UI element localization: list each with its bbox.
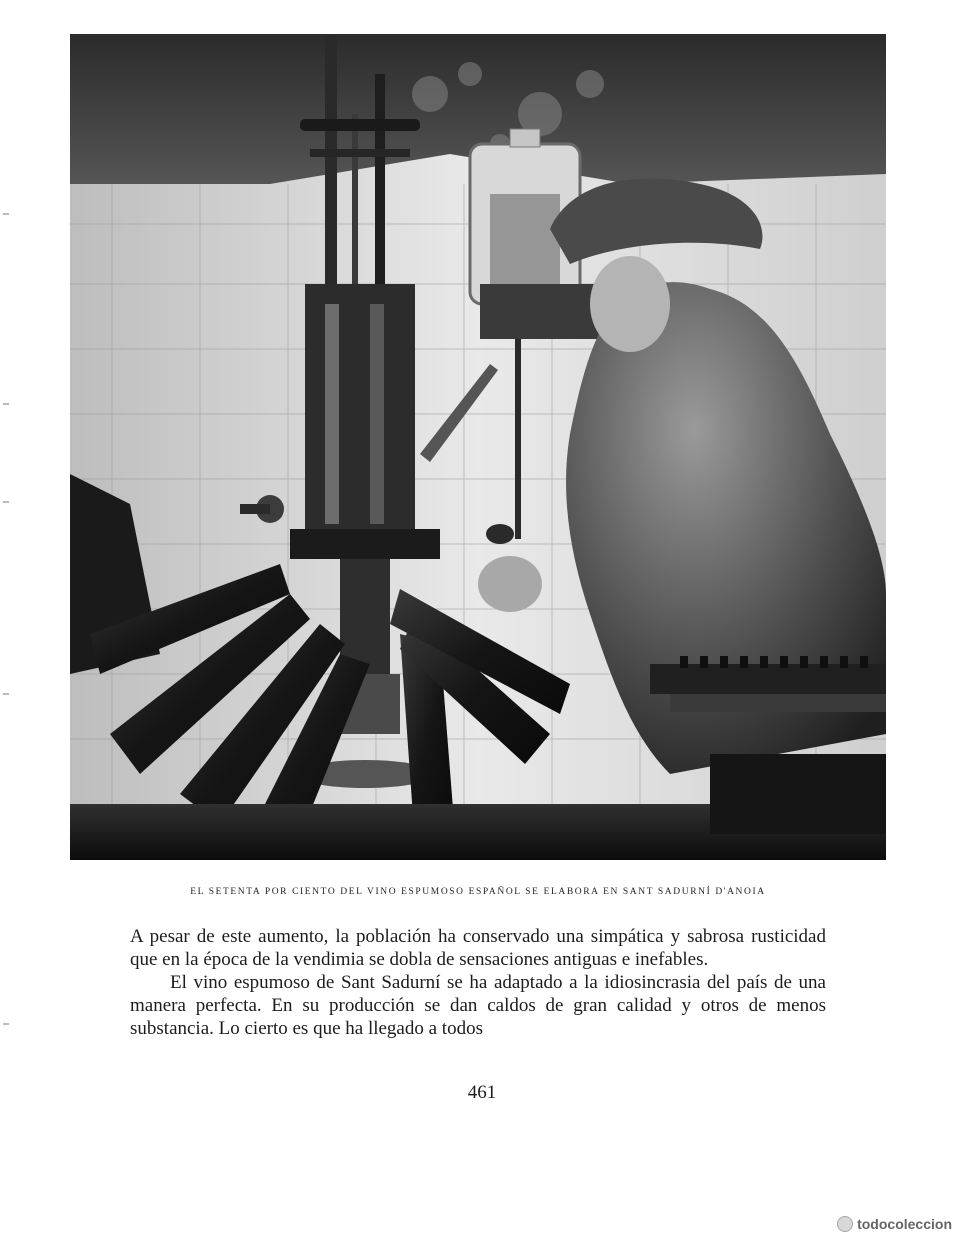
page-number: 461 bbox=[467, 1082, 497, 1103]
binding-mark bbox=[2, 498, 10, 506]
body-text bbox=[130, 925, 826, 1040]
paragraph-1: A pesar de este aumento, la población ha conservado una simpática y sabrosa rusticidad que en la época de la vendimia se dobla de sensaciones antiguas e inefables. bbox=[130, 926, 826, 970]
photograph bbox=[70, 34, 886, 860]
watermark-text: todocoleccion bbox=[857, 1216, 952, 1232]
binding-mark bbox=[2, 690, 10, 698]
paragraph-2: El vino espumoso de Sant Sadurní se ha adaptado a la idiosincrasia del país de una manera perfecta. En su producción se dan caldos de gran calidad y otros de menos substancia. Lo cierto es que ha llegado a todos bbox=[130, 972, 826, 1039]
photo-caption: EL SETENTA POR CIENTO DEL VINO ESPUMOSO ESPAÑOL SE ELABORA EN SANT SADURNÍ D'ANOIA bbox=[190, 887, 766, 897]
watermark-logo-icon bbox=[837, 1216, 853, 1232]
binding-mark bbox=[2, 400, 10, 408]
watermark bbox=[837, 1216, 952, 1232]
binding-mark bbox=[2, 1020, 10, 1028]
photo-illustration bbox=[70, 34, 886, 860]
binding-mark bbox=[2, 210, 10, 218]
